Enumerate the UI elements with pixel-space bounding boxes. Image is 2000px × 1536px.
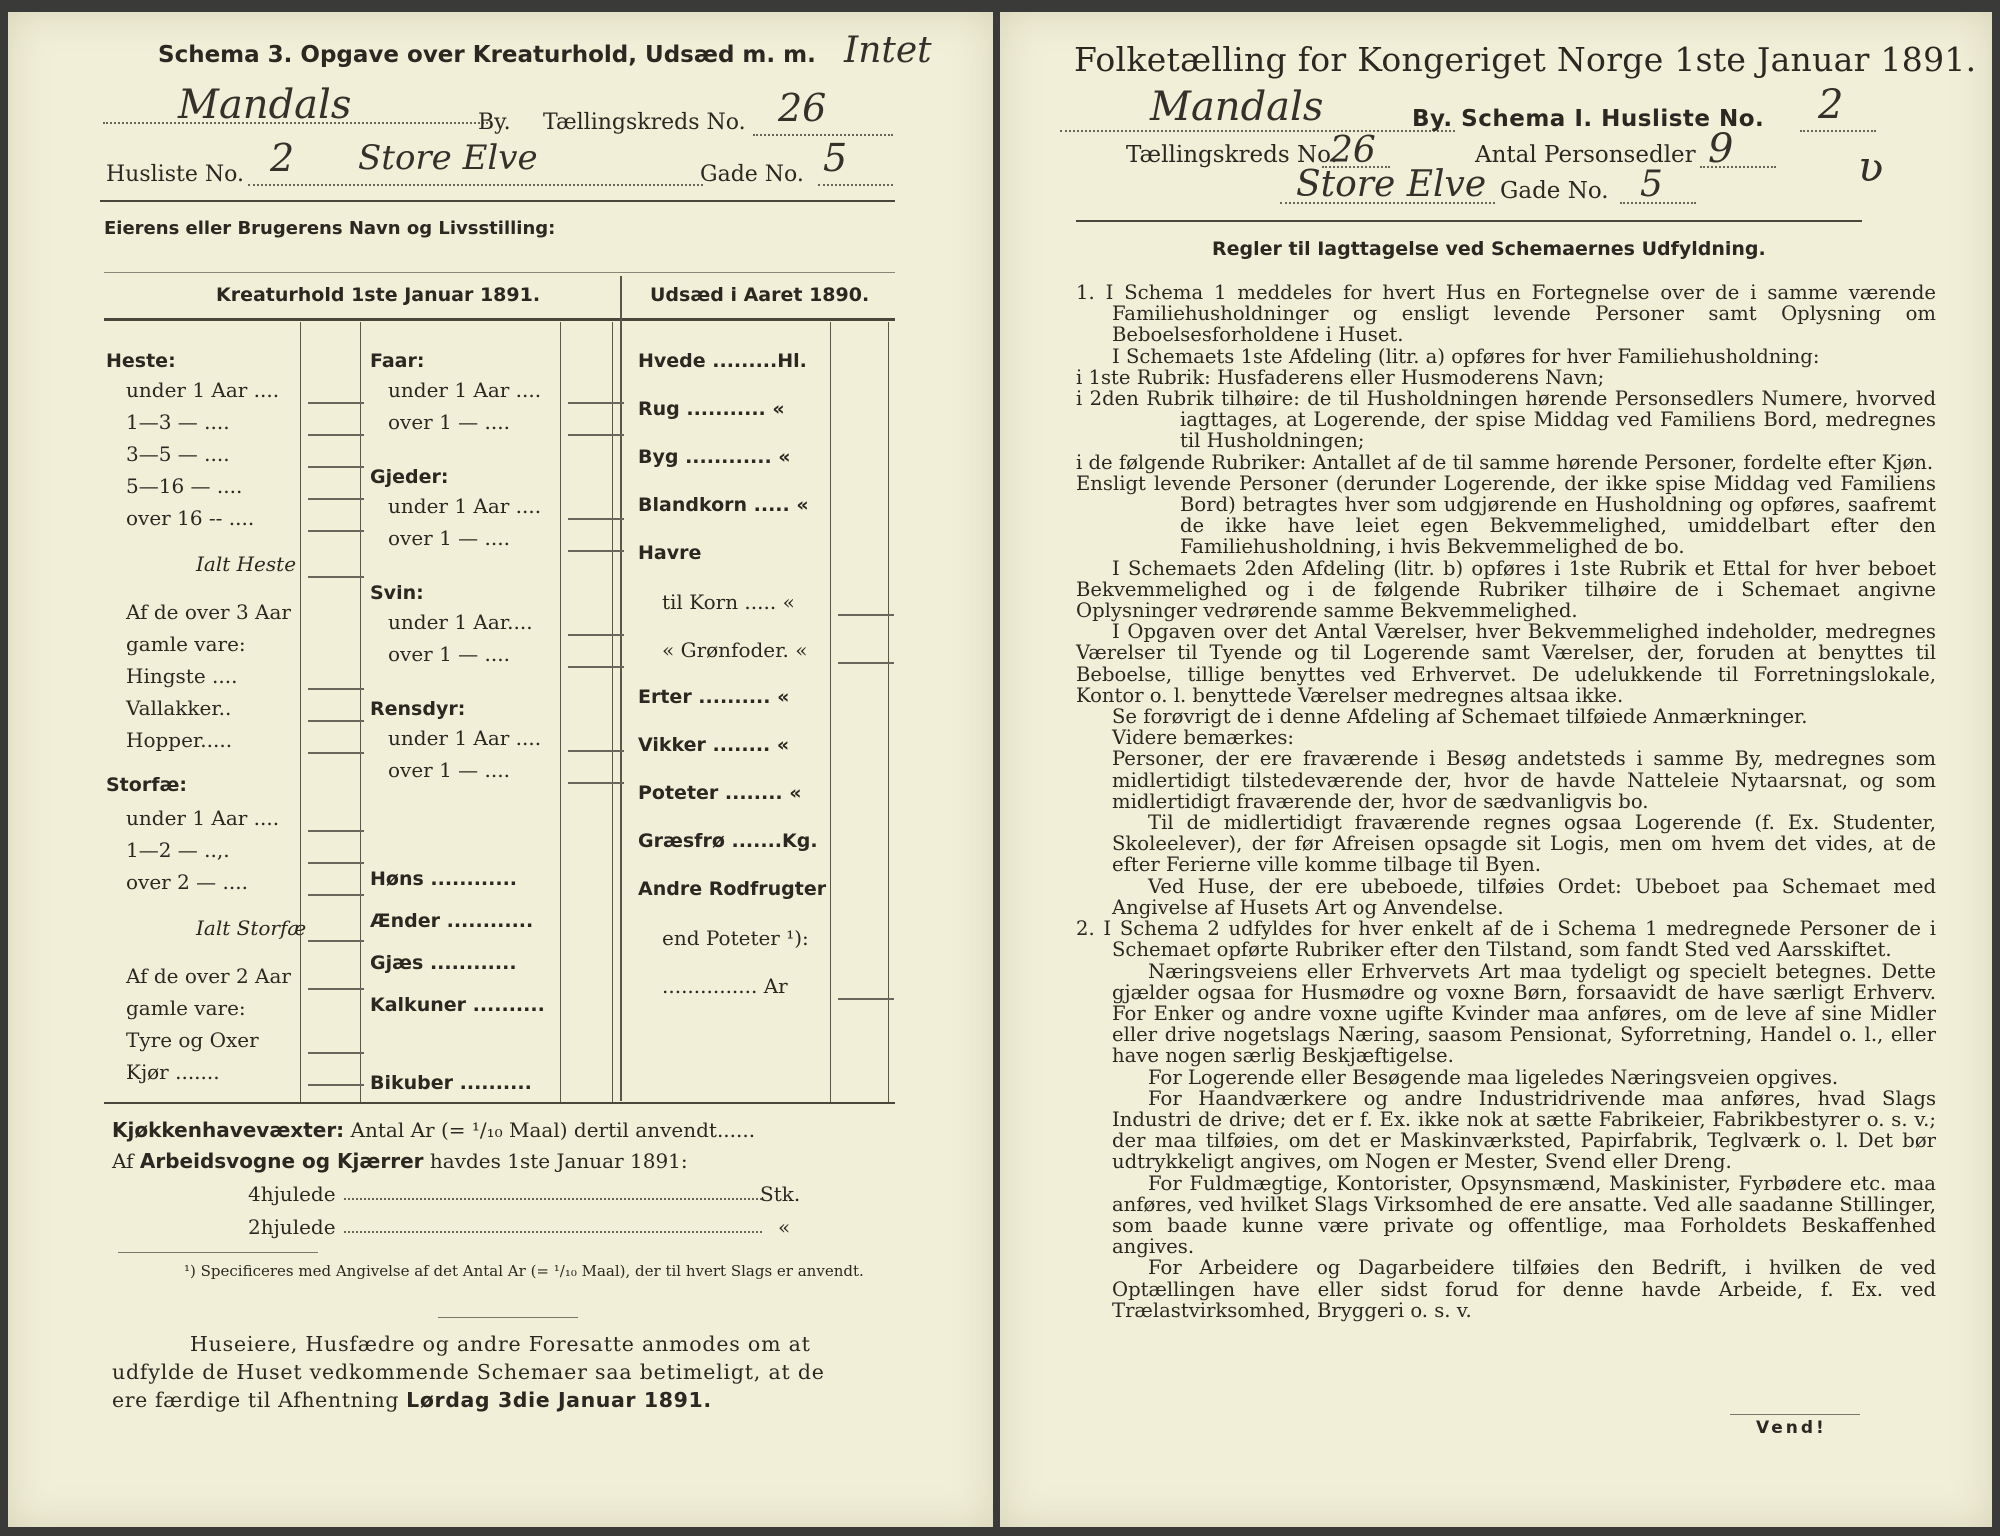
entry-blank: [568, 750, 624, 752]
row-label: 1—3 — ....: [126, 410, 230, 434]
table-divider: [620, 276, 622, 1101]
row-label: Vikker ........ «: [638, 734, 790, 756]
hjul2-label: 2hjulede: [248, 1215, 336, 1239]
footnote: ¹) Specificeres med Angivelse af det Antal Ar (= ¹/₁₀ Maal), der til hvert Slags er anvendt.: [184, 1262, 864, 1280]
rule-paragraph: i de følgende Rubriker: Antallet af de til samme hørende Personer, fordelte efter Kjøn.: [1076, 450, 1934, 474]
row-label: Poteter ........ «: [638, 782, 802, 804]
row-label: 1—2 — ..,.: [126, 838, 230, 862]
entry-blank: [568, 634, 624, 636]
row-label: Hingste ....: [126, 664, 238, 688]
entry-blank: [838, 998, 894, 1000]
row-label: Gjeder:: [370, 466, 449, 488]
entry-blank: [308, 720, 364, 722]
hjul4-dots: [344, 1198, 762, 1200]
gade-handwriting: 5: [823, 136, 848, 180]
rule-paragraph: Personer, der ere fraværende i Besøg andetsteds i samme By, medregnes som midlertidigt tilstedeværende der, hvor de havde Natteleie Nytaarsnat, og som midlertidigt fraværende der, hvor de sædvanligvis bo.: [1112, 747, 1936, 813]
row-label: Andre Rodfrugter: [638, 878, 827, 900]
bottom-line-2: udfylde de Huset vedkommende Schemaer saa betimeligt, at de: [112, 1360, 825, 1384]
city-line: [1060, 130, 1455, 132]
title-handwriting: Intet: [844, 30, 932, 71]
arbeidsvogne-text: havdes 1ste Januar 1891:: [429, 1149, 688, 1173]
entry-blank: [308, 498, 364, 500]
udsaed-heading: Udsæd i Aaret 1890.: [650, 284, 870, 306]
vend-note: Vend!: [1756, 1418, 1827, 1438]
rules-body: [1076, 282, 1936, 1321]
table-divider: [888, 322, 889, 1102]
husliste-line: [1800, 130, 1876, 132]
row-label: over 1 — ....: [388, 642, 510, 666]
row-label: 3—5 — ....: [126, 442, 230, 466]
row-label: gamle vare:: [126, 996, 246, 1020]
row-label: Ialt Heste: [196, 552, 297, 576]
rule-paragraph: Til de midlertidigt fraværende regnes ogsaa Logerende (f. Ex. Studenter, Skoleelever), der før Afreisen opsagde sit Logis, men om hvem det vides, at de efter Ferierne ville komme tilbage til Byen.: [1112, 811, 1936, 877]
rule-paragraph: Se forøvrigt de i denne Afdeling af Schemaet tilføiede Anmærkninger.: [1112, 705, 1808, 729]
row-label: Faar:: [370, 350, 425, 372]
entry-blank: [568, 402, 624, 404]
table-divider: [360, 322, 361, 1102]
rule-paragraph: 1. I Schema 1 meddeles for hvert Hus en Fortegnelse over de i samme værende Familiehusholdninger og ensligt levende Personer samt Oplysning om Beboelsesforholdene i Huset.: [1076, 281, 1936, 347]
right-page-schema-1: [1000, 12, 1992, 1527]
row-label: Kalkuner ..........: [370, 994, 545, 1016]
schema3-title: Schema 3. Opgave over Kreaturhold, Udsæd m. m.: [158, 42, 816, 68]
row-label: over 1 — ....: [388, 410, 510, 434]
row-label: Kjør .......: [126, 1060, 220, 1084]
row-label: Blandkorn ..... «: [638, 494, 809, 516]
city-handwriting: Mandals: [1150, 84, 1324, 130]
entry-blank: [838, 662, 894, 664]
census-title: Folketælling for Kongeriget Norge 1ste Januar 1891.: [1074, 40, 1977, 79]
row-label: Høns ............: [370, 868, 518, 890]
divider: [1076, 220, 1862, 222]
divider: [104, 272, 895, 273]
row-label: over 1 — ....: [388, 758, 510, 782]
row-label: Gjæs ............: [370, 952, 517, 974]
row-label: 5—16 — ....: [126, 474, 243, 498]
bottom-line-1: Huseiere, Husfædre og andre Foresatte anmodes om at: [190, 1332, 811, 1356]
hjul4-label: 4hjulede: [248, 1182, 336, 1206]
krets-label: Tællingskreds No.: [1126, 142, 1338, 168]
entry-blank: [308, 530, 364, 532]
city-handwriting: Mandals: [178, 82, 352, 128]
row-label: over 2 — ....: [126, 870, 248, 894]
entry-blank: [308, 466, 364, 468]
entry-blank: [308, 434, 364, 436]
row-label: Hopper.....: [126, 728, 233, 752]
row-label: under 1 Aar ....: [126, 806, 280, 830]
entry-blank: [308, 1052, 364, 1054]
rule-paragraph: 2. I Schema 2 udfyldes for hver enkelt af de i Schema 1 medregnede Personer de i Schemaet opførte Rubriker efter den Tilstand, som fandt Sted ved Aarsskiftet.: [1076, 917, 1936, 962]
rule-paragraph: i 1ste Rubrik: Husfaderens eller Husmoderens Navn;: [1076, 365, 1605, 389]
kreaturhold-heading: Kreaturhold 1ste Januar 1891.: [216, 284, 541, 306]
row-label: under 1 Aar ....: [388, 378, 542, 402]
table-header-rule: [104, 318, 895, 321]
row-label: Græsfrø .......Kg.: [638, 830, 818, 852]
entry-blank: [308, 862, 364, 864]
entry-blank: [568, 666, 624, 668]
row-label: Rug ........... «: [638, 398, 785, 420]
rule-paragraph: i 2den Rubrik tilhøire: de til Husholdningen hørende Personsedlers Numere, hvorved iagttages, at Logerende, der spise Middag ved Familiens Bord, medregnes til Husholdningen;: [1076, 387, 1936, 453]
gade-handwriting: 5: [1640, 164, 1663, 205]
row-label: Ialt Storfæ: [196, 916, 307, 940]
schema1-heading: By. Schema I. Husliste No.: [1412, 106, 1765, 132]
row-label: Byg ............ «: [638, 446, 791, 468]
entry-blank: [308, 830, 364, 832]
row-label: Heste:: [106, 350, 176, 372]
row-label: under 1 Aar ....: [388, 726, 542, 750]
husliste-label: Husliste No.: [106, 162, 244, 187]
hjul2-dots: [344, 1231, 762, 1233]
row-label: Bikuber ..........: [370, 1072, 532, 1094]
row-label: « Grønfoder. «: [662, 638, 808, 662]
rule-paragraph: Næringsveiens eller Erhvervets Art maa tydeligt og specielt betegnes. Dette gjælder ogsaa for Husmødre og voxne Børn, forsaavidt de have særligt Erhverv. For Enker og andre voxne ugifte Kvinder maa anføres, om de leve af sine Midler eller drive nogetslags Næring, saasom Pensionat, Syforretning, Handel o. l., eller have nogen særlig Beskjæftigelse.: [1112, 959, 1936, 1068]
row-label: under 1 Aar....: [388, 610, 533, 634]
by-label: By.: [478, 110, 511, 135]
rule-paragraph: For Fuldmægtige, Kontorister, Opsynsmænd, Maskinister, Fyrbødere etc. maa anføres, ved hvilket Slags Virksomhed de ere ansatte. Ved alle saadanne Stillinger, som baade kunne være private og offentlige, maa Forholdets Beskaffenhed angives.: [1112, 1171, 1936, 1259]
street-line: [248, 184, 703, 186]
row-label: Af de over 2 Aar: [126, 964, 291, 988]
rule-paragraph: For Haandværkere og andre Industridrivende maa anføres, hvad Slags Industri de drive; det er f. Ex. ikke nok at sætte Fabrikeier, Fabrikbestyrer o. s. v.; der maa tilføies, om det er Maskinværksted, Papirfabrik, Teglværk o. l. Det bør udtrykkeligt angives, om Nogen er Mester, Svend eller Dreng.: [1112, 1086, 1936, 1174]
divider: [438, 1317, 578, 1318]
krets-handwriting: 26: [1330, 130, 1376, 171]
gade-label: Gade No.: [700, 162, 804, 187]
table-divider: [300, 322, 301, 1102]
arbeidsvogne-row: [112, 1149, 688, 1173]
entry-blank: [308, 940, 364, 942]
row-label: Rensdyr:: [370, 698, 466, 720]
street-handwriting: Store Elve: [1296, 164, 1487, 205]
husliste-handwriting: 2: [270, 136, 295, 180]
rules-title: Regler til Iagttagelse ved Schemaernes Udfyldning.: [1212, 238, 1766, 260]
rule-paragraph: Ved Huse, der ere ubeboede, tilføies Ordet: Ubeboet paa Schemaet med Angivelse af Husets Art og Anvendelse.: [1112, 874, 1936, 919]
rule-paragraph: I Schemaets 2den Afdeling (litr. b) opføres i 1ste Rubrik et Ettal for hver beboet Bekvemmelighed og i de følgende Rubriker tilhøire de i Schemaet angivne Oplysninger vedrørende samme Bekvemmelighed.: [1076, 556, 1936, 623]
owner-label: Eierens eller Brugerens Navn og Livsstilling:: [104, 218, 556, 239]
antal-label: Antal Personsedler: [1475, 142, 1696, 168]
row-label: under 1 Aar ....: [126, 378, 280, 402]
row-label: til Korn ..... «: [662, 590, 795, 614]
row-label: over 1 — ....: [388, 526, 510, 550]
husliste-handwriting: 2: [1818, 82, 1844, 128]
left-page-schema-3: [8, 12, 993, 1527]
entry-blank: [568, 550, 624, 552]
kjokkenhave-row: [112, 1118, 755, 1142]
bottom-line-3-text: ere færdige til Afhentning: [112, 1388, 400, 1412]
entry-blank: [568, 434, 624, 436]
rule-paragraph: I Schemaets 1ste Afdeling (litr. a) opføres for hver Familiehusholdning:: [1112, 344, 1820, 368]
table-bottom-rule: [104, 1102, 895, 1104]
row-label: Havre: [638, 542, 702, 564]
row-label: Tyre og Oxer: [126, 1028, 259, 1052]
rule-paragraph: For Logerende eller Besøgende maa ligeledes Næringsveien opgives.: [1148, 1065, 1839, 1089]
row-label: Storfæ:: [106, 774, 187, 796]
row-label: under 1 Aar ....: [388, 494, 542, 518]
row-label: Ænder ............: [370, 910, 534, 932]
margin-mark: ʋ: [1858, 142, 1884, 191]
row-label: Svin:: [370, 582, 424, 604]
antal-handwriting: 9: [1708, 126, 1734, 172]
row-label: over 16 -- ....: [126, 506, 255, 530]
entry-blank: [308, 988, 364, 990]
kjokkenhave-text: Antal Ar (= ¹/₁₀ Maal) dertil anvendt......: [350, 1118, 756, 1142]
entry-blank: [308, 752, 364, 754]
entry-blank: [308, 402, 364, 404]
divider: [100, 200, 895, 202]
gade-label: Gade No.: [1500, 178, 1609, 204]
row-label: end Poteter ¹):: [662, 926, 809, 950]
kjokkenhave-label: Kjøkkenhavevæxter:: [112, 1118, 345, 1142]
row-label: Vallakker..: [126, 696, 232, 720]
bottom-line-3-date: Lørdag 3die Januar 1891.: [406, 1388, 712, 1412]
divider: [1730, 1414, 1860, 1415]
table-divider: [612, 322, 613, 1102]
entry-blank: [568, 518, 624, 520]
table-divider: [560, 322, 561, 1102]
rule-paragraph: Videre bemærkes:: [1112, 726, 1295, 750]
rule-paragraph: For Arbeidere og Dagarbeidere tilføies den Bedrift, i hvilken de ved Optællingen have eller sidst forud for denne havde Arbeide, f. Ex. ved Trælastvirksomhed, Bryggeri o. s. v.: [1112, 1256, 1936, 1322]
table-divider: [830, 322, 831, 1102]
entry-blank: [308, 894, 364, 896]
row-label: gamle vare:: [126, 632, 246, 656]
arbeidsvogne-prefix: Af: [112, 1149, 134, 1173]
entry-blank: [308, 576, 364, 578]
hjul2-unit: «: [778, 1215, 791, 1239]
row-label: Erter .......... «: [638, 686, 790, 708]
row-label: ............... Ar: [662, 974, 788, 998]
entry-blank: [568, 782, 624, 784]
entry-blank: [308, 1084, 364, 1086]
gade-line: [818, 184, 893, 186]
row-label: Af de over 3 Aar: [126, 600, 291, 624]
krets-handwriting: 26: [778, 86, 827, 130]
krets-label: Tællingskreds No.: [543, 110, 746, 135]
footnote-rule: [118, 1252, 318, 1253]
entry-blank: [838, 614, 894, 616]
rule-paragraph: I Opgaven over det Antal Værelser, hver Bekvemmelighed indeholder, medregnes Værelser til Tyende og til Logerende samt Værelser, der, foruden at benyttes til Beboelse, tillige benyttes ved Erhvervet. De udelukkende til Forretningslokale, Kontor o. l. benyttede Værelser medregnes altsaa ikke.: [1076, 620, 1936, 707]
hjul4-unit: Stk.: [760, 1182, 801, 1206]
row-label: Hvede .........Hl.: [638, 350, 807, 372]
arbeidsvogne-label: Arbeidsvogne og Kjærrer: [139, 1149, 424, 1173]
rule-paragraph: Ensligt levende Personer (derunder Logerende, der ikke spise Middag ved Familiens Bord) betragtes hver som udgjørende en Husholdning og opføres, saafremt de ikke have leiet egen Bekvemmelighed, umiddelbart efter den Familiehusholdning, i hvis Bekvemmelighed de bo.: [1076, 471, 1936, 559]
street-handwriting: Store Elve: [358, 138, 538, 178]
bottom-line-3: [112, 1388, 712, 1412]
entry-blank: [308, 688, 364, 690]
